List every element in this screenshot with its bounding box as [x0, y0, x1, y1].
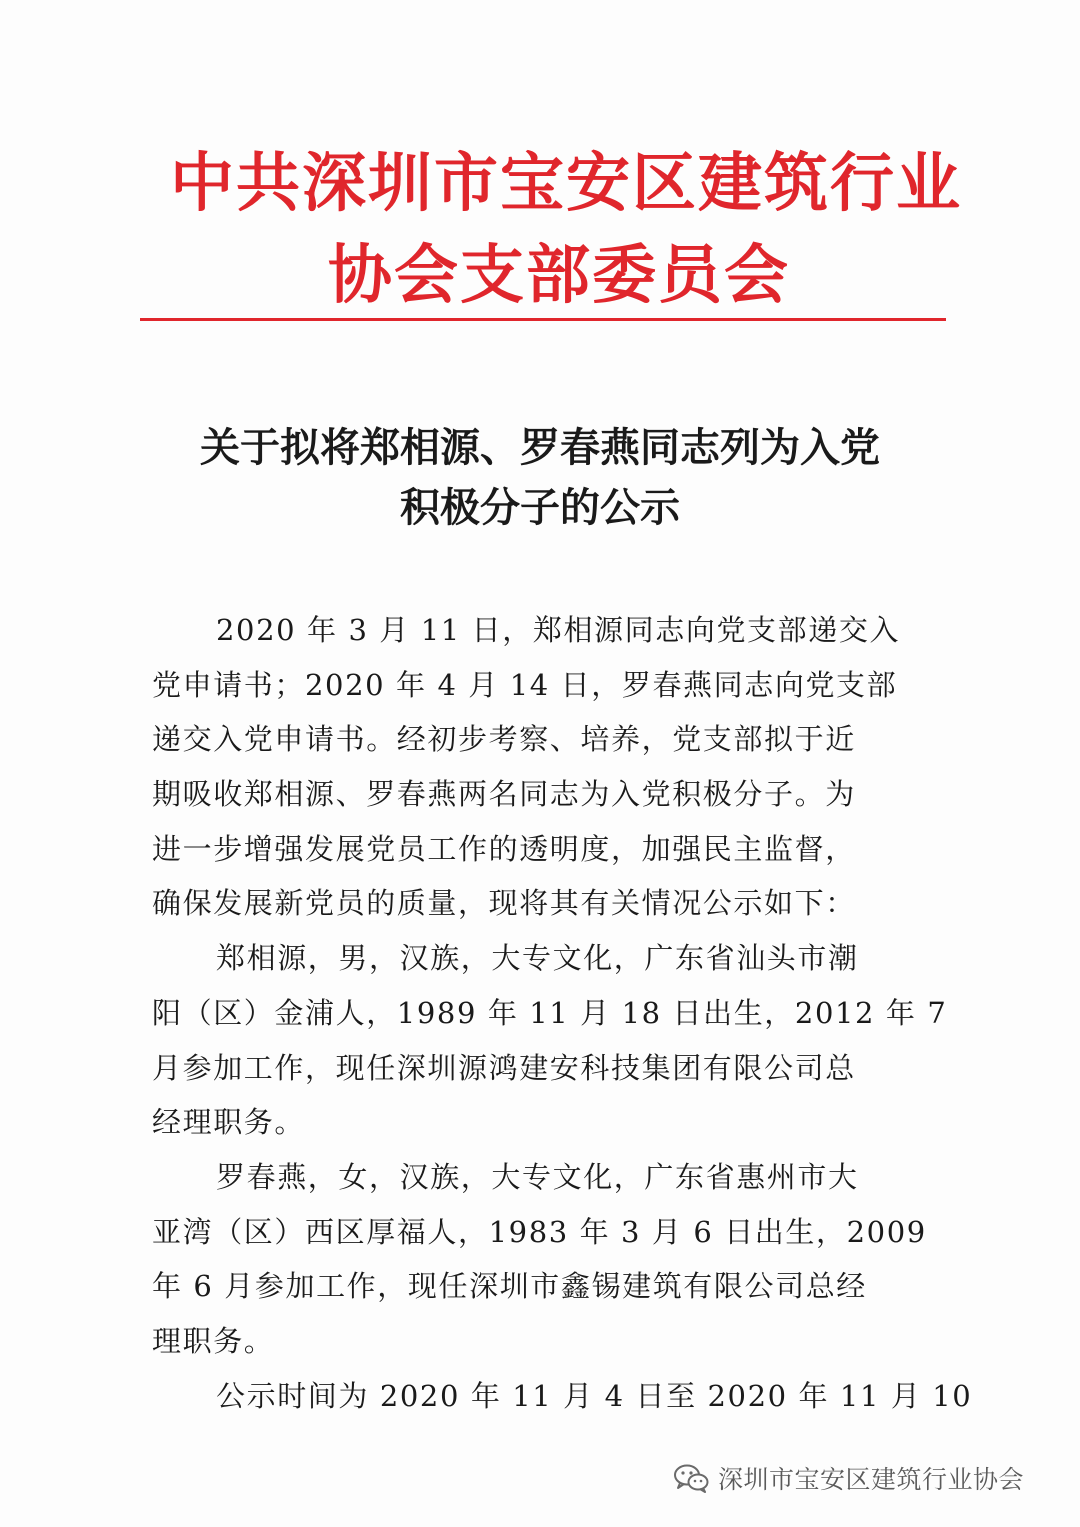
- wechat-account-watermark: [672, 1458, 1024, 1498]
- document-body: [152, 603, 973, 1423]
- body-line: 郑相源，男，汉族，大专文化，广东省汕头市潮: [216, 941, 859, 976]
- body-line: 期吸收郑相源、罗春燕两名同志为入党积极分子。为: [152, 777, 856, 812]
- document-title: [150, 418, 930, 538]
- body-line: 理职务。: [152, 1323, 275, 1358]
- body-line: 进一步增强发展党员工作的透明度，加强民主监督，: [152, 831, 856, 866]
- document-title-line-1: 关于拟将郑相源、罗春燕同志列为入党: [200, 425, 880, 471]
- body-line: 2020 年 3 月 11 日，郑相源同志向党支部递交入: [216, 613, 901, 647]
- issuer-header: [140, 138, 962, 322]
- issuer-header-line-2: 协会支部委员会: [328, 239, 790, 313]
- body-line: 月参加工作，现任深圳源鸿建安科技集团有限公司总: [152, 1050, 856, 1085]
- body-line: 阳（区）金浦人，1989 年 11 月 18 日出生，2012 年 7: [152, 995, 948, 1030]
- body-line: 党申请书；2020 年 4 月 14 日，罗春燕同志向党支部: [152, 667, 898, 702]
- wechat-icon: [672, 1463, 710, 1493]
- body-line: 递交入党申请书。经初步考察、培养，党支部拟于近: [152, 722, 856, 757]
- body-line: 年 6 月参加工作，现任深圳市鑫锡建筑有限公司总经: [152, 1269, 867, 1304]
- body-line: 公示时间为 2020 年 11 月 4 日至 2020 年 11 月 10: [216, 1378, 973, 1413]
- wechat-account-name: 深圳市宝安区建筑行业协会: [718, 1465, 1025, 1494]
- body-line: 确保发展新党员的质量，现将其有关情况公示如下：: [152, 886, 856, 921]
- issuer-header-line-1: 中共深圳市宝安区建筑行业: [170, 147, 962, 221]
- body-line: 亚湾（区）西区厚福人，1983 年 3 月 6 日出生，2009: [152, 1214, 927, 1249]
- document-title-line-2: 积极分子的公示: [400, 485, 680, 531]
- body-line: 经理职务。: [152, 1105, 306, 1140]
- body-line: 罗春燕，女，汉族，大专文化，广东省惠州市大: [216, 1159, 859, 1194]
- red-divider-rule: [140, 318, 946, 321]
